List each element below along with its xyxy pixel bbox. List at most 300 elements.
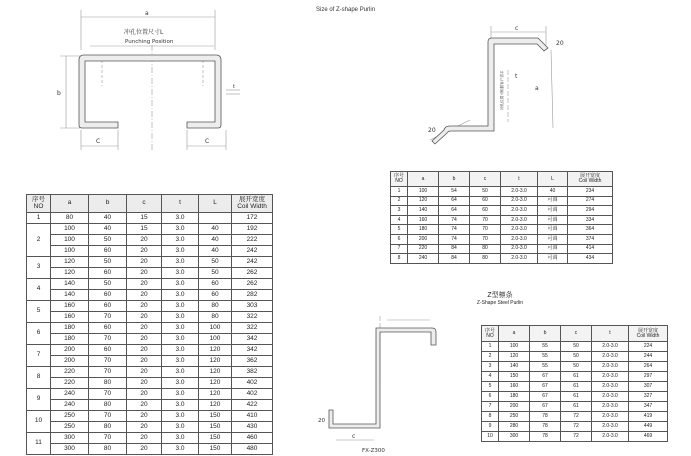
table-row — [391, 254, 613, 264]
table-cell: 67 — [530, 382, 561, 392]
table-cell: 303 — [232, 301, 273, 312]
table-cell: 60 — [89, 268, 127, 279]
table-cell: 220 — [408, 244, 439, 254]
row-number: 7 — [27, 345, 51, 367]
table-row — [482, 342, 668, 352]
table-cell: 1 — [391, 187, 408, 197]
column-header-label: t — [518, 175, 520, 182]
table-cell: 2.0-3.0 — [501, 225, 538, 235]
z-top-table-header — [391, 172, 613, 187]
table-cell: 300 — [499, 432, 530, 442]
table-cell: 72 — [561, 432, 592, 442]
table-cell: 150 — [199, 411, 232, 422]
table-row — [482, 372, 668, 382]
table-cell: 74 — [439, 234, 470, 244]
table-cell: 342 — [232, 345, 273, 356]
table-cell: 250 — [51, 422, 89, 433]
table-cell: 20 — [127, 246, 162, 257]
column-header-label: 序号 — [393, 173, 404, 179]
table-cell: 240 — [51, 389, 89, 400]
table-cell: 220 — [51, 378, 89, 389]
row-number: 10 — [27, 411, 51, 433]
table-row — [27, 246, 273, 257]
table-row — [27, 356, 273, 367]
table-row — [27, 367, 273, 378]
table-cell: 1 — [482, 342, 499, 352]
table-cell: 40 — [89, 213, 127, 224]
column-header-label: c — [483, 175, 487, 182]
column-header-label: b — [105, 199, 110, 207]
table-cell: 3.0 — [162, 268, 199, 279]
table-cell: 6 — [482, 392, 499, 402]
table-cell: 61 — [561, 392, 592, 402]
table-cell: 70 — [89, 312, 127, 323]
table-cell: 2.0-3.0 — [501, 187, 538, 197]
column-header-label: L — [551, 175, 554, 182]
table-cell: 200 — [51, 345, 89, 356]
table-cell: 410 — [232, 411, 273, 422]
table-cell: 2.0-3.0 — [592, 382, 629, 392]
table-cell: 120 — [51, 257, 89, 268]
table-cell: 449 — [629, 422, 668, 432]
table-cell: 224 — [629, 342, 668, 352]
table-cell: 222 — [232, 235, 273, 246]
column-header-label: b — [543, 330, 547, 336]
table-cell: 150 — [199, 444, 232, 455]
table-cell: 80 — [89, 400, 127, 411]
column-header-sublabel: NO — [486, 332, 494, 339]
table-cell: 40 — [89, 224, 127, 235]
table-cell: 80 — [470, 244, 501, 254]
table-row — [27, 389, 273, 400]
table-cell: 9 — [482, 422, 499, 432]
table-cell: 402 — [232, 378, 273, 389]
table-cell: 55 — [530, 362, 561, 372]
table-cell: 60 — [89, 301, 127, 312]
table-cell: 274 — [568, 196, 613, 206]
table-cell: 3.0 — [162, 356, 199, 367]
table-cell: 60 — [89, 290, 127, 301]
table-cell: 20 — [127, 312, 162, 323]
table-cell: 61 — [561, 402, 592, 412]
table-cell: 78 — [530, 422, 561, 432]
table-cell: 20 — [127, 356, 162, 367]
table-cell: 3.0 — [162, 213, 199, 224]
table-cell: 50 — [199, 257, 232, 268]
column-header — [561, 326, 592, 342]
table-cell: 70 — [89, 389, 127, 400]
table-row — [27, 213, 273, 224]
table-cell: 100 — [51, 246, 89, 257]
table-cell: 100 — [199, 323, 232, 334]
table-cell: 64 — [439, 206, 470, 216]
table-cell: 60 — [199, 290, 232, 301]
table-cell: 5 — [391, 225, 408, 235]
column-header — [408, 172, 439, 187]
table-cell: 3.0 — [162, 389, 199, 400]
table-cell: 20 — [127, 268, 162, 279]
table-cell: 8 — [482, 412, 499, 422]
table-row — [27, 235, 273, 246]
table-cell: 3.0 — [162, 411, 199, 422]
row-number: 4 — [27, 279, 51, 301]
column-header — [592, 326, 629, 342]
table-cell: 6 — [391, 234, 408, 244]
table-cell: 2.0-3.0 — [592, 362, 629, 372]
column-header-label: t — [179, 199, 181, 207]
table-cell: 234 — [568, 187, 613, 197]
table-cell: 120 — [408, 196, 439, 206]
table-cell: 15 — [127, 213, 162, 224]
column-header — [127, 195, 162, 213]
table-cell: 70 — [470, 215, 501, 225]
column-header-label: 展开宽度 — [579, 173, 600, 179]
table-cell: 20 — [127, 411, 162, 422]
table-cell: 3.0 — [162, 312, 199, 323]
table-cell: 70 — [89, 356, 127, 367]
table-cell: 2.0-3.0 — [592, 372, 629, 382]
table-cell: 7 — [391, 244, 408, 254]
table-cell: 120 — [199, 389, 232, 400]
table-cell: 100 — [408, 187, 439, 197]
table-cell: 55 — [530, 352, 561, 362]
c-table-header — [27, 195, 273, 213]
z-spec-table-bottom — [481, 325, 668, 442]
table-cell: 347 — [629, 402, 668, 412]
table-row — [482, 382, 668, 392]
table-cell: 262 — [232, 268, 273, 279]
table-cell: 3.0 — [162, 433, 199, 444]
table-cell: 172 — [232, 213, 273, 224]
column-header — [391, 172, 408, 187]
table-cell: 240 — [408, 254, 439, 264]
table-row — [391, 234, 613, 244]
table-cell: 180 — [51, 334, 89, 345]
table-cell: 140 — [499, 362, 530, 372]
table-cell: 220 — [51, 367, 89, 378]
punch-label-cn: 冲孔位置尺寸L — [124, 29, 164, 36]
table-cell: 300 — [51, 444, 89, 455]
row-number: 11 — [27, 433, 51, 455]
label-c-left: C — [96, 138, 101, 145]
table-cell: 74 — [439, 215, 470, 225]
table-cell: 3 — [391, 206, 408, 216]
table-cell: 20 — [127, 345, 162, 356]
table-cell: 80 — [470, 254, 501, 264]
table-cell: 342 — [232, 334, 273, 345]
table-cell: 180 — [51, 323, 89, 334]
table-cell: 3.0 — [162, 224, 199, 235]
label-b: b — [57, 90, 61, 97]
table-cell: 414 — [568, 244, 613, 254]
table-cell: 160 — [51, 312, 89, 323]
table-cell: 可调 — [538, 244, 568, 254]
table-cell: 40 — [199, 246, 232, 257]
table-cell: 334 — [568, 215, 613, 225]
row-number: 6 — [27, 323, 51, 345]
table-cell: 2.0-3.0 — [501, 234, 538, 244]
table-cell: 160 — [499, 382, 530, 392]
table-cell: 434 — [568, 254, 613, 264]
z-bottom-table-header — [482, 326, 668, 342]
table-cell: 可调 — [538, 215, 568, 225]
label-20-top: 20 — [556, 40, 564, 47]
table-cell: 180 — [499, 392, 530, 402]
table-cell: 180 — [408, 225, 439, 235]
table-cell: 可调 — [538, 196, 568, 206]
column-header-label: a — [421, 175, 425, 182]
table-cell: 可调 — [538, 225, 568, 235]
table-cell: 3.0 — [162, 290, 199, 301]
table-cell: 78 — [530, 412, 561, 422]
table-row — [27, 323, 273, 334]
table-row — [391, 244, 613, 254]
table-cell: 100 — [51, 224, 89, 235]
table-cell: 100 — [499, 342, 530, 352]
table-cell: 2.0-3.0 — [592, 432, 629, 442]
column-header-label: 展开宽度 — [239, 196, 265, 203]
table-cell: 100 — [199, 334, 232, 345]
column-header — [439, 172, 470, 187]
table-cell: 60 — [89, 323, 127, 334]
column-header-label: c — [142, 199, 146, 207]
table-cell: 2.0-3.0 — [592, 402, 629, 412]
table-cell: 74 — [439, 225, 470, 235]
table-cell: 80 — [199, 301, 232, 312]
table-cell: 242 — [232, 246, 273, 257]
column-header-label: 展开宽度 — [637, 327, 658, 334]
table-cell: 50 — [199, 268, 232, 279]
table-cell: 307 — [629, 382, 668, 392]
table-cell: 67 — [530, 372, 561, 382]
label-t: t — [233, 84, 235, 90]
table-cell: 2.0-3.0 — [501, 254, 538, 264]
table-cell: 3 — [482, 362, 499, 372]
table-cell: 20 — [127, 279, 162, 290]
table-cell: 2 — [482, 352, 499, 362]
table-cell: 382 — [232, 367, 273, 378]
table-cell: 2.0-3.0 — [592, 342, 629, 352]
table-cell: 61 — [561, 382, 592, 392]
table-cell: 70 — [89, 367, 127, 378]
table-cell: 20 — [127, 257, 162, 268]
table-cell: 72 — [561, 422, 592, 432]
column-header-sublabel: Coil Width — [237, 202, 267, 210]
column-header-sublabel: NO — [395, 178, 403, 184]
table-cell: 4 — [391, 215, 408, 225]
table-cell: 60 — [470, 196, 501, 206]
table-cell: 327 — [629, 392, 668, 402]
table-cell: 3.0 — [162, 400, 199, 411]
table-cell: 20 — [127, 389, 162, 400]
table-row — [27, 290, 273, 301]
section-title-en: Z-Shape Steel Purlin — [476, 300, 524, 306]
table-row — [482, 432, 668, 442]
table-cell: 150 — [499, 372, 530, 382]
table-cell: 120 — [199, 400, 232, 411]
table-cell: 55 — [530, 342, 561, 352]
table-cell: 67 — [530, 402, 561, 412]
table-cell: 61 — [561, 372, 592, 382]
table-cell: 160 — [51, 301, 89, 312]
table-cell: 2.0-3.0 — [592, 422, 629, 432]
table-cell: 300 — [51, 433, 89, 444]
table-cell: 20 — [127, 400, 162, 411]
column-header — [199, 195, 232, 213]
table-cell: 3.0 — [162, 422, 199, 433]
c-spec-table — [26, 194, 273, 455]
table-cell: 50 — [89, 257, 127, 268]
table-row — [391, 215, 613, 225]
column-header-label: b — [452, 175, 456, 182]
table-cell: 192 — [232, 224, 273, 235]
table-row — [27, 301, 273, 312]
table-cell: 120 — [499, 352, 530, 362]
table-cell: 50 — [561, 362, 592, 372]
label-c-right: C — [205, 138, 210, 145]
table-cell: 8 — [391, 254, 408, 264]
label-a-z: a — [535, 85, 539, 92]
column-header — [538, 172, 568, 187]
table-cell: 244 — [629, 352, 668, 362]
table-cell: 120 — [51, 268, 89, 279]
table-cell: 322 — [232, 323, 273, 334]
table-cell: 2.0-3.0 — [501, 244, 538, 254]
table-cell: 40 — [199, 224, 232, 235]
table-cell: 20 — [127, 301, 162, 312]
table-cell: 200 — [408, 234, 439, 244]
label-fx-z300: FX-Z300 — [362, 448, 385, 454]
row-number: 5 — [27, 301, 51, 323]
table-row — [27, 422, 273, 433]
table-cell: 460 — [232, 433, 273, 444]
table-cell: 419 — [629, 412, 668, 422]
table-cell: 20 — [127, 290, 162, 301]
table-cell: 50 — [561, 352, 592, 362]
table-cell: 280 — [499, 422, 530, 432]
table-row — [27, 411, 273, 422]
table-cell: 67 — [530, 392, 561, 402]
table-cell: 2 — [391, 196, 408, 206]
table-row — [27, 444, 273, 455]
table-cell: 20 — [127, 235, 162, 246]
table-cell: 80 — [199, 312, 232, 323]
table-row — [27, 334, 273, 345]
table-cell: 20 — [127, 433, 162, 444]
column-header — [89, 195, 127, 213]
table-cell: 2.0-3.0 — [501, 206, 538, 216]
label-20-bottom: 20 — [428, 127, 436, 134]
column-header — [530, 326, 561, 342]
table-cell: 3.0 — [162, 444, 199, 455]
column-header — [470, 172, 501, 187]
label-t-z: t — [515, 73, 518, 80]
table-cell: 120 — [199, 378, 232, 389]
table-cell: 120 — [199, 345, 232, 356]
column-header-label: c — [574, 330, 578, 336]
table-cell: 480 — [232, 444, 273, 455]
table-row — [27, 312, 273, 323]
z-spec-table-top — [390, 171, 613, 264]
table-cell: 70 — [470, 225, 501, 235]
table-cell: 84 — [439, 244, 470, 254]
table-cell: 3.0 — [162, 235, 199, 246]
z-drawing-title: Size of Z-shape Purlin — [316, 7, 376, 13]
table-cell: 200 — [51, 356, 89, 367]
table-cell: 322 — [232, 312, 273, 323]
table-cell: 20 — [127, 334, 162, 345]
table-row — [27, 268, 273, 279]
table-cell: 54 — [439, 187, 470, 197]
table-cell: 可调 — [538, 254, 568, 264]
table-cell: 2.0-3.0 — [501, 196, 538, 206]
table-cell: 20 — [127, 378, 162, 389]
label-c-z: c — [515, 25, 519, 32]
table-cell: 72 — [561, 412, 592, 422]
table-cell: 70 — [89, 433, 127, 444]
table-cell: 297 — [629, 372, 668, 382]
column-header — [501, 172, 538, 187]
table-cell: 60 — [199, 279, 232, 290]
table-cell: 50 — [470, 187, 501, 197]
label-a: a — [145, 10, 149, 17]
table-cell: 可调 — [538, 234, 568, 244]
column-header — [232, 195, 273, 213]
table-cell: 402 — [232, 389, 273, 400]
table-row — [27, 433, 273, 444]
table-cell: 70 — [89, 334, 127, 345]
table-row — [27, 224, 273, 235]
table-row — [482, 422, 668, 432]
table-cell: 3.0 — [162, 367, 199, 378]
table-cell: 150 — [199, 433, 232, 444]
table-cell: 3.0 — [162, 345, 199, 356]
row-number: 2 — [27, 224, 51, 257]
table-cell: 80 — [51, 213, 89, 224]
table-cell: 可调 — [538, 206, 568, 216]
table-cell: 430 — [232, 422, 273, 433]
table-row — [27, 345, 273, 356]
table-cell: 100 — [51, 235, 89, 246]
table-cell: 80 — [89, 378, 127, 389]
table-cell: 2.0-3.0 — [592, 392, 629, 402]
table-row — [391, 196, 613, 206]
table-cell — [199, 213, 232, 224]
table-row — [482, 362, 668, 372]
table-row — [27, 400, 273, 411]
label-20: 20 — [318, 418, 325, 424]
table-cell: 120 — [199, 356, 232, 367]
row-number: 9 — [27, 389, 51, 411]
row-number: 3 — [27, 257, 51, 279]
table-row — [391, 187, 613, 197]
punch-note: 冲孔位置可根据客户需求 — [500, 70, 504, 110]
table-cell: 10 — [482, 432, 499, 442]
table-cell: 150 — [199, 422, 232, 433]
table-cell: 240 — [51, 400, 89, 411]
table-cell: 64 — [439, 196, 470, 206]
table-cell: 262 — [232, 279, 273, 290]
table-cell: 200 — [499, 402, 530, 412]
column-header-sublabel: Coil Width — [636, 332, 660, 339]
table-row — [27, 378, 273, 389]
table-cell: 20 — [127, 323, 162, 334]
column-header — [162, 195, 199, 213]
table-cell: 40 — [199, 235, 232, 246]
table-cell: 50 — [89, 235, 127, 246]
section-title-cn: Z型檩条 — [487, 292, 513, 299]
table-row — [482, 352, 668, 362]
